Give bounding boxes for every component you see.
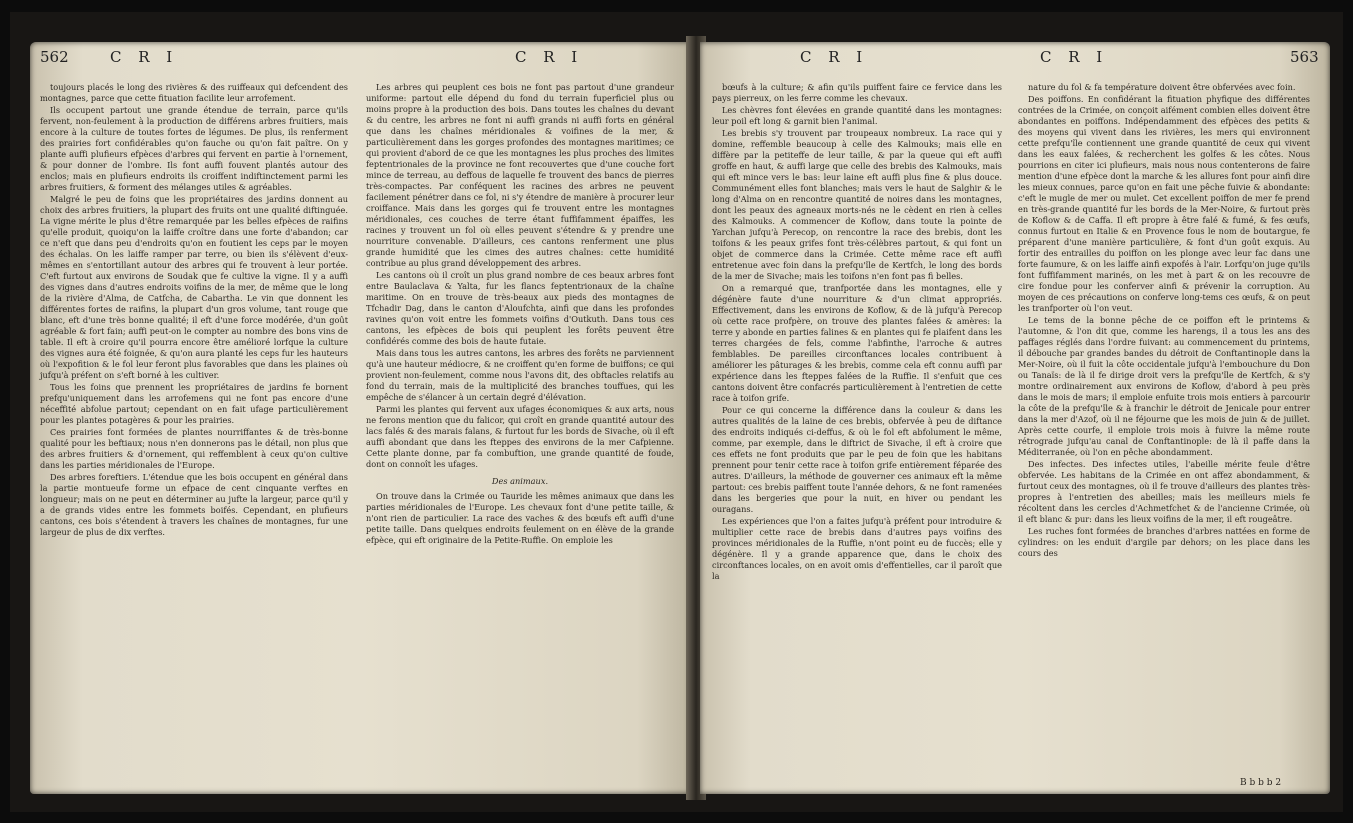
running-head-left-2: C R I xyxy=(515,48,584,66)
page-number-right: 563 xyxy=(1290,48,1319,66)
left-page xyxy=(30,42,690,794)
right-page-header xyxy=(700,48,1330,70)
paragraph: toujours placés le long des rivières & des ruiffeaux qui defcendent des montagnes, parce que cette fituation facilite leur arrofement. xyxy=(40,82,348,103)
section-heading: Des animaux. xyxy=(491,476,549,486)
paragraph: Malgré le peu de foins que les propriétaires des jardins donnent au choix des arbres fruitiers, la plupart des fruits ont une qualité diftinguée. La vigne mérite le plus d'être remarquée par les belles efpèces de raifins qu'elle produit, quoiqu'on la laiffe croître dans une forte d'abandon; car ce n'eft que dans peu d'endroits qu'on en foutient les ceps par le moyen des échalas. On les laiffe ramper par terre, ou bien ils s'élèvent d'eux-mêmes en s'entortillant autour des arbres qui fe trouvent à leur portée. C'eft furtout aux environs de Soudak que fe cultive la vigne. Il y a auffi des vignes dans d'autres endroits voifins de la mer, de même que le long de la rivière d'Alma, de Catfcha, de Cabartha. Le vin que donnent les différentes fortes de raifins, la plupart d'un gros volume, tant rouge que blanc, eft d'une très bonne qualité; il eft d'une force modérée, d'un goût agréable & fort fain; auffi peut-on le compter au nombre des bons vins de table. Il eft à croire qu'il pourra encore être amélioré lorfque la culture des vignes aura été foignée, & qu'on aura planté les ceps fur les hauteurs où l'expofition & le fol leur feront plus favorables que dans les plaines où jufqu'à préfent on s'eft borné à les cultiver. xyxy=(40,194,348,380)
paragraph: Les arbres qui peuplent ces bois ne font pas partout d'une grandeur uniforme: partout elle dépend du fond du terrain fuperficiel plus ou moins propre à la production des bois. Dans toutes les chaînes du devant & du centre, les arbres ne font ni auffi grands ni auffi forts en général que dans les chaînes méridionales & voifines de la mer, & particulièrement dans les gorges profondes des montagnes maritimes; ce qui provient d'abord de ce que les montagnes les plus proches des limites feptentrionales de la province ne font recouvertes que d'une couche fort mince de terreau, au deffous de laquelle fe trouvent des bancs de pierres très-compactes. Par conféquent les racines des arbres ne peuvent facilement pénétrer dans ce fol, ni s'y étendre de manière à procurer leur croiffance. Mais dans les gorges qui fe trouvent entre les montagnes méridionales, ces couches de terre étant fuffifamment épaiffes, les racines y trouvent un fol où elles peuvent s'étendre & y prendre une nourriture convenable. D'ailleurs, ces cantons renferment une plus grande humidité que les cimes des autres chaînes: cette humidité contribue au plus grand développement des arbres. xyxy=(366,82,674,268)
left-page-column-2 xyxy=(366,82,674,547)
paragraph: Des poiffons. En confidérant la fituation phyfique des différentes contrées de la Crimée, on conçoit aifément combien elles doivent être abondantes en poiffons. Indépendamment des efpèces des petits & des moyens qui vivent dans les rivières, les mers qui environnent cette prefqu'île contiennent une grande quantité de ceux qui vivent dans les eaux falées, & recherchent les golfes & les côtes. Nous pourrions en citer ici plufieurs, mais nous nous contenterons de faire mention d'une efpèce dont la marche & les allures font pour ainfi dire les mieux connues, parce qu'on en fait une pêche fuivie & abondante: c'eft le mugle de mer ou mulet. Cet excellent poiffon de mer fe prend en très-grande quantité fur les bords de la Mer-Noire, & furtout près de Koflow & de Caffa. Il eft propre à être falé & fumé, & fes œufs, connus furtout en Italie & en Provence fous le nom de boutargue, fe préparent d'une manière particulière, & font d'un goût exquis. Au fortir des entrailles du poiffon on les plonge avec leur fac dans une forte faumure, & on les laiffe ainfi expofés à l'air. Lorfqu'on juge qu'ils font fuffifamment marinés, on les met à part & on les recouvre de cire fondue pour les conferver ainfi & prévenir la corruption. Au moyen de ces précautions on conferve long-tems ces œufs, & on peut les tranfporter où l'on veut. xyxy=(1018,94,1310,313)
paragraph: Les cantons où il croît un plus grand nombre de ces beaux arbres font entre Baulaclava & Yalta, fur les flancs feptentrionaux de la chaîne maritime. On en trouve de très-beaux aux pieds des montagnes de Tfchadir Dag, dans le canton d'Aloufchta, ainfi que dans les profondes ravines qu'on voit entre les fommets voifins d'Outkuth. Dans tous ces cantons, les efpèces de bois qui peuplent les forêts peuvent être confidérés comme des bois de haute futaie. xyxy=(366,270,674,346)
paragraph: nature du fol & fa température doivent être obfervées avec foin. xyxy=(1028,82,1296,92)
running-head-right-2: C R I xyxy=(1040,48,1109,66)
paragraph: Les ruches font formées de branches d'arbres nattées en forme de cylindres: on les enduit d'argile par dehors; on les place dans les cours des xyxy=(1018,526,1310,558)
paragraph: On a remarqué que, tranfportée dans les montagnes, elle y dégénère faute d'une nourriture & d'un climat appropriés. Effectivement, dans les environs de Koflow, & de là jufqu'à Perecop où cette race profpère, on trouve des plantes falées & amères: la terre y abonde en parties falines & en plantes qui fe plaifent dans les terres chargées de fels, comme l'abfinthe, l'arroche & autres femblables. De pareilles circonftances locales contribuent à améliorer les pâturages & les brebis, comme cela eft connu auffi par expérience dans les fteppes falées de la Ruffie. Il s'enfuit que ces cantons doivent être confacrés particulièrement à l'entretien de cette race à toifon grife. xyxy=(712,283,1002,403)
paragraph: Des arbres foreftiers. L'étendue que les bois occupent en général dans la partie montueufe forme un efpace de cent cinquante verftes en longueur; mais on ne peut en déterminer au jufte la largeur, parce qu'il y a de grands vides entre les fommets boifés. Cependant, en plufieurs cantons, ces bois s'étendent à travers les chaînes de montagnes, fur une largeur de plus de dix verftes. xyxy=(40,472,348,537)
paragraph: bœufs à la culture; & afin qu'ils puiffent faire ce fervice dans les pays pierreux, on les ferre comme les chevaux. xyxy=(712,82,1002,103)
paragraph: Parmi les plantes qui fervent aux ufages économiques & aux arts, nous ne ferons mention que du falicor, qui croît en grande quantité autour des lacs falés & des marais falans, & furtout fur les bords de Sivache, où il eft auffi abondant que dans les fteppes des environs de la mer Cafpienne. Cette plante donne, par fa combuftion, une grande quantité de foude, dont on connoît les ufages. xyxy=(366,404,674,469)
running-head-right-1: C R I xyxy=(800,48,869,66)
paragraph: Tous les foins que prennent les propriétaires de jardins fe bornent prefqu'uniquement dans les arrofemens qui ne font pas encore d'une néceffité abfolue partout; cependant on en fait ufage particulièrement pour les plantes potagères & pour les prairies. xyxy=(40,382,348,425)
left-page-column-1 xyxy=(40,82,348,539)
left-page-header xyxy=(30,48,690,70)
page-number-left: 562 xyxy=(40,48,69,66)
paragraph: Ces prairies font formées de plantes nourriffantes & de très-bonne qualité pour les beftiaux; nous n'en donnerons pas le détail, non plus que des arbres fruitiers & d'ornement, qui reffemblent à ceux qu'on cultive dans les parties méridionales de l'Europe. xyxy=(40,427,348,470)
paragraph: Ils occupent partout une grande étendue de terrain, parce qu'ils fervent, non-feulement à la production de différens arbres fruitiers, mais encore à la culture de toutes fortes de légumes. De plus, ils renferment des prairies fort confidérables qu'on fauche ou qu'on fait paître. On y plante auffi plufieurs efpèces d'arbres qui fervent en partie à l'ornement, & pour donner de l'ombre. Ils font auffi fouvent plantés autour des enclos; mais en plufieurs endroits ils croiffent indiftinctement parmi les arbres fruitiers, & forment des mélanges utiles & agréables. xyxy=(40,105,348,192)
book-spread xyxy=(10,12,1343,812)
paragraph: Pour ce qui concerne la différence dans la couleur & dans les autres qualités de la laine de ces brebis, obfervée à peu de diftance des endroits indiqués ci-deffus, & où le fol eft abfolument le même, comme, par exemple, dans le diftrict de Sivache, il eft à croire que ces effets ne font produits que par le peu de foin que les habitans prennent pour tenir cette race à toifon grife entièrement féparée des autres. D'ailleurs, la méthode de gouverner ces animaux eft la même partout: ces brebis paiffent toute l'année dehors, & ne font ramenées dans les bergeries que pour la nuit, en hiver ou pendant les ouragans. xyxy=(712,405,1002,514)
right-page-column-2 xyxy=(1018,82,1310,560)
paragraph: Mais dans tous les autres cantons, les arbres des forêts ne parviennent qu'à une hauteur médiocre, & ne croiffent qu'en forme de buiffons; ce qui provient non-feulement, comme nous l'avons dit, des obftacles relatifs au fond du terrain, mais de la multiplicité des branches touffues, qui les empêche de s'élancer à un certain degré d'élévation. xyxy=(366,348,674,402)
right-page-column-1 xyxy=(712,82,1002,583)
paragraph: Les expériences que l'on a faites jufqu'à préfent pour introduire & multiplier cette race de brebis dans d'autres pays voifins des provinces méridionales de la Ruffie, n'ont point eu de fuccès; elle y dégénère. Il y a grande apparence que, dans le choix des circonftances locales, on en avoit omis d'effentielles, car il paroît que la xyxy=(712,516,1002,581)
paragraph: Le tems de la bonne pêche de ce poiffon eft le printems & l'automne, & l'on dit que, comme les harengs, il a tous les ans des paffages réglés dans l'ordre fuivant: au commencement du printems, il débouche par grandes bandes du détroit de Conftantinople dans la Mer-Noire, où il fuit la côte occidentale jufqu'à l'embouchure du Don ou Tanaïs: de là il fe dirige droit vers la prefqu'île de Kertfch, & s'y montre ordinairement aux environs de Koflow, d'abord à peu près dans le mois de mars; il emploie enfuite trois mois entiers à parcourir la côte de la prefqu'île & à franchir le détroit de Jenicale pour entrer dans la mer d'Azof, où il ne féjourne que les mois de juin & de juillet. Après cette courfe, il emploie trois mois à fuivre la même route rétrograde jufqu'au canal de Conftantinople: de là il paffe dans la Méditerranée, où l'on en pêche abondamment. xyxy=(1018,315,1310,457)
paragraph: Des infectes. Des infectes utiles, l'abeille mérite feule d'être obfervée. Les habitans de la Crimée en ont affez abondamment, & furtout ceux des montagnes, où il fe trouve d'ailleurs des plantes très-propres à l'entretien des abeilles; mais les meilleurs miels fe récoltent dans les cercles d'Achmetfchet & de l'ancienne Crimée, où il eft blanc & pur: dans les lieux voifins de la mer, il eft rougeâtre. xyxy=(1018,459,1310,524)
right-page xyxy=(700,42,1330,794)
paragraph: Les chèvres font élevées en grande quantité dans les montagnes: leur poil eft long & garnit bien l'animal. xyxy=(712,105,1002,126)
paragraph: On trouve dans la Crimée ou Tauride les mêmes animaux que dans les parties méridionales de l'Europe. Les chevaux font d'une petite taille, & n'ont rien de particulier. La race des vaches & des bœufs eft auffi d'une petite taille. Dans quelques endroits feulement on en élève de la grande efpèce, qui eft originaire de la Petite-Ruffie. On emploie les xyxy=(366,491,674,545)
paragraph: Les brebis s'y trouvent par troupeaux nombreux. La race qui y domine, reffemble beaucoup à celle des Kalmouks; mais elle en diffère par la petiteffe de leur taille, & par la queue qui eft auffi groffe en haut, & auffi large que celle des brebis des Kalmouks, mais qui eft mince vers le bas: leur laine eft auffi plus fine & plus douce. Communément elles font blanches; mais vers le haut de Salghir & le long d'Alma on en rencontre quantité de noires dans les montagnes, dont les peaux des agneaux morts-nés ne le cèdent en rien à celles des Kalmouks. A commencer de Koflow, dans toute la pointe de Yarchan jufqu'à Perecop, on rencontre la race des brebis, dont les toifons & les peaux grifes font très-célèbres partout, & qui font un objet de commerce dans la Crimée. Cette même race eft auffi entretenue avec foin dans la prefqu'île de Kertfch, le long des bords de la mer de Sivache; mais les toifons n'en font pas fi belles. xyxy=(712,128,1002,281)
running-head-left-1: C R I xyxy=(110,48,179,66)
signature-mark: B b b b 2 xyxy=(1240,778,1282,788)
